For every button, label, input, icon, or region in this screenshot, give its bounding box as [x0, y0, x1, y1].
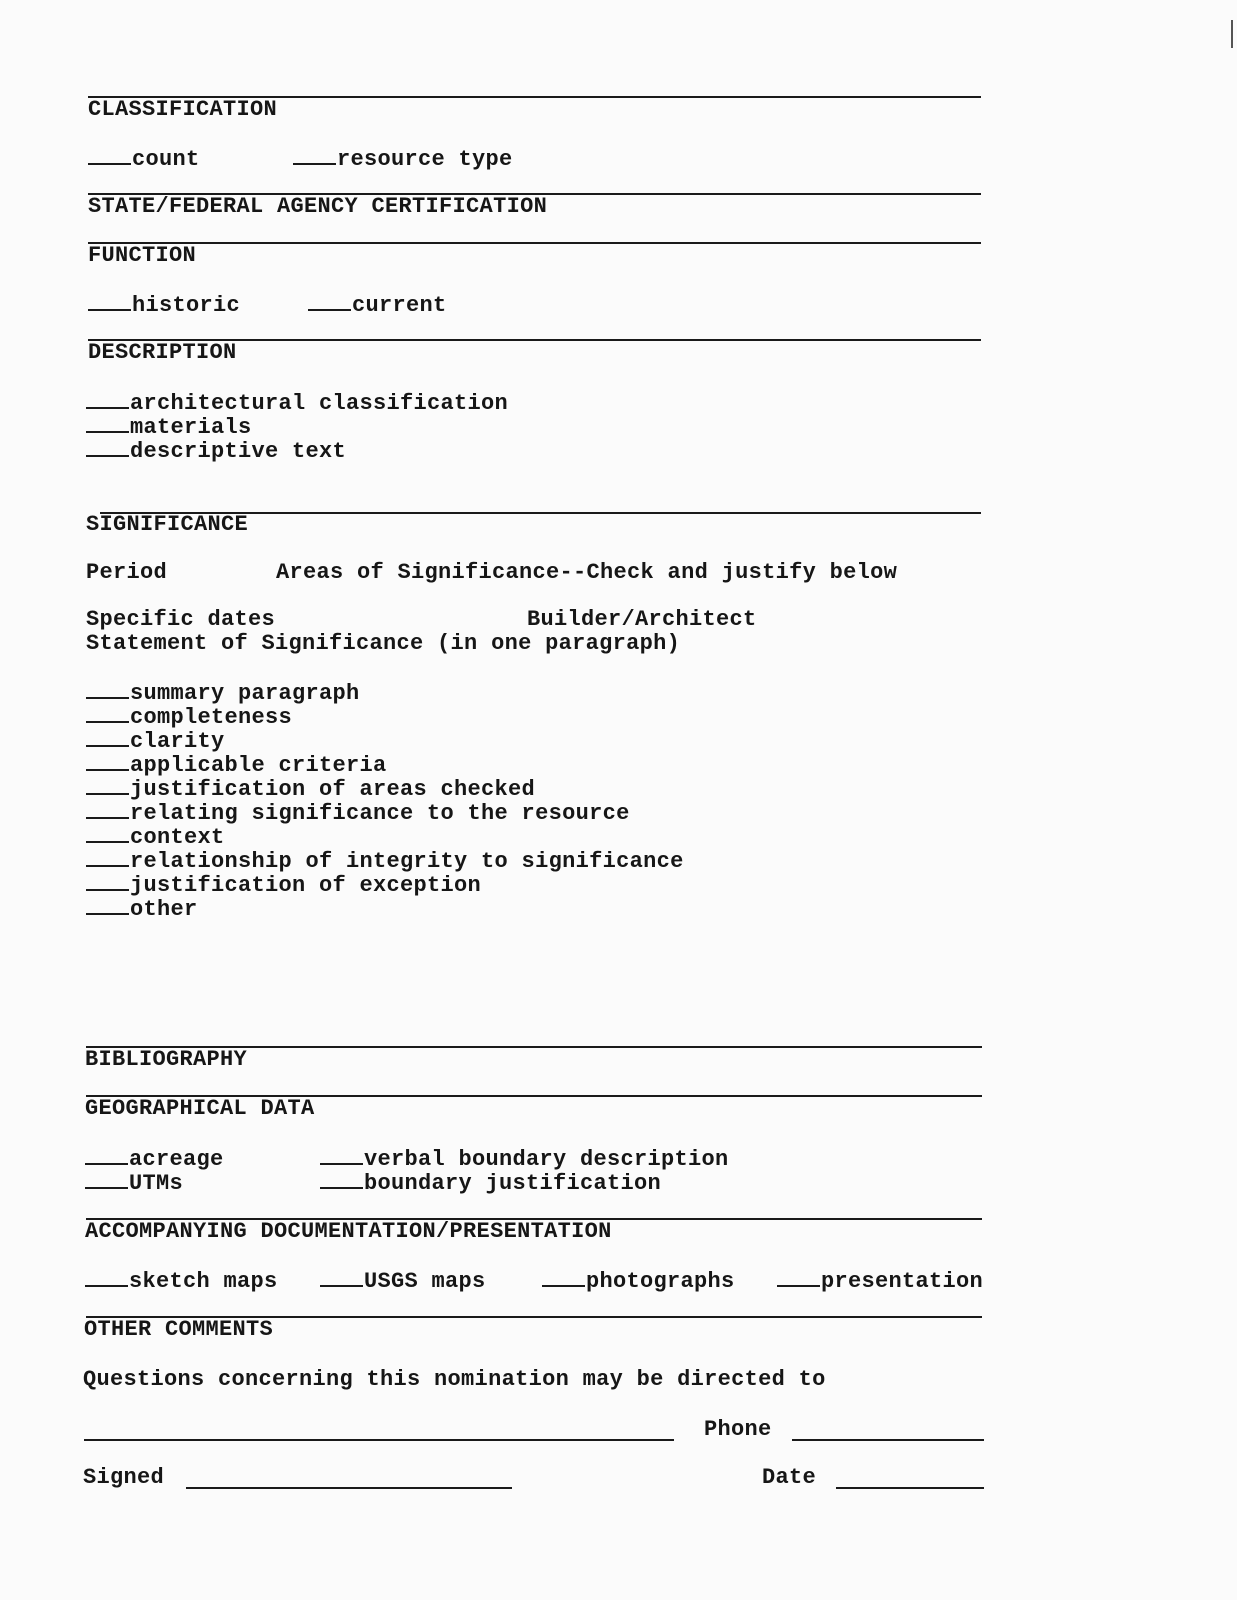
check-justification-of-exception[interactable]: [86, 872, 481, 898]
heading-description: DESCRIPTION: [88, 340, 237, 365]
label-presentation: presentation: [821, 1269, 984, 1294]
check-acreage[interactable]: [85, 1146, 224, 1172]
check-clarity[interactable]: [86, 728, 225, 754]
heading-geographical-data: GEOGRAPHICAL DATA: [85, 1096, 315, 1121]
heading-classification: CLASSIFICATION: [88, 97, 278, 122]
heading-other-comments: OTHER COMMENTS: [84, 1317, 274, 1342]
label-context: context: [130, 825, 225, 850]
label-relating-significance: relating significance to the resource: [130, 801, 630, 826]
check-boundary-justification[interactable]: [320, 1170, 661, 1196]
heading-function: FUNCTION: [88, 243, 197, 268]
label-other: other: [130, 897, 198, 922]
check-count[interactable]: [88, 146, 200, 172]
check-presentation[interactable]: [777, 1268, 983, 1294]
check-sketch-maps[interactable]: [85, 1268, 278, 1294]
check-justification-of-areas[interactable]: [86, 776, 535, 802]
label-summary-paragraph: summary paragraph: [130, 681, 360, 706]
label-specific-dates: Specific dates: [86, 607, 276, 632]
label-utms: UTMs: [129, 1171, 184, 1196]
check-context[interactable]: [86, 824, 225, 850]
label-date: Date: [762, 1465, 817, 1490]
label-usgs-maps: USGS maps: [364, 1269, 486, 1294]
date-line[interactable]: [836, 1487, 984, 1489]
label-resource-type: resource type: [337, 147, 513, 172]
label-clarity: clarity: [130, 729, 225, 754]
phone-line[interactable]: [792, 1439, 984, 1441]
check-materials[interactable]: [86, 414, 252, 440]
label-photographs: photographs: [586, 1269, 735, 1294]
check-resource-type[interactable]: [293, 146, 513, 172]
label-justification-of-exception: justification of exception: [130, 873, 482, 898]
check-usgs-maps[interactable]: [320, 1268, 486, 1294]
check-descriptive-text[interactable]: [86, 438, 346, 464]
check-summary-paragraph[interactable]: [86, 680, 360, 706]
questions-text: Questions concerning this nomination may be directed to: [83, 1367, 826, 1392]
label-boundary-justification: boundary justification: [364, 1171, 662, 1196]
label-materials: materials: [130, 415, 252, 440]
label-sketch-maps: sketch maps: [129, 1269, 278, 1294]
signature-line[interactable]: [186, 1487, 512, 1489]
check-applicable-criteria[interactable]: [86, 752, 387, 778]
label-signed: Signed: [83, 1465, 165, 1490]
label-justification-of-areas: justification of areas checked: [130, 777, 536, 802]
check-relationship-of-integrity[interactable]: [86, 848, 684, 874]
label-count: count: [132, 147, 200, 172]
check-other[interactable]: [86, 896, 198, 922]
contact-name-line[interactable]: [84, 1439, 674, 1441]
label-relationship-of-integrity: relationship of integrity to significance: [130, 849, 684, 874]
label-architectural-classification: architectural classification: [130, 391, 509, 416]
label-historic: historic: [132, 293, 241, 318]
label-acreage: acreage: [129, 1147, 224, 1172]
heading-bibliography: BIBLIOGRAPHY: [85, 1047, 248, 1072]
check-utms[interactable]: [85, 1170, 183, 1196]
label-completeness: completeness: [130, 705, 293, 730]
label-descriptive-text: descriptive text: [130, 439, 347, 464]
label-areas-of-significance: Areas of Significance--Check and justify below: [276, 560, 898, 585]
label-statement-of-significance: Statement of Significance (in one paragraph): [86, 631, 681, 656]
label-current: current: [352, 293, 447, 318]
check-verbal-boundary[interactable]: [320, 1146, 729, 1172]
label-verbal-boundary: verbal boundary description: [364, 1147, 729, 1172]
label-applicable-criteria: applicable criteria: [130, 753, 387, 778]
check-historic[interactable]: [88, 292, 240, 318]
check-photographs[interactable]: [542, 1268, 735, 1294]
check-current[interactable]: [308, 292, 447, 318]
heading-documentation: ACCOMPANYING DOCUMENTATION/PRESENTATION: [85, 1219, 612, 1244]
rule-function: [88, 242, 981, 244]
scan-edge-mark: [1231, 20, 1233, 48]
heading-significance: SIGNIFICANCE: [86, 512, 249, 537]
check-architectural-classification[interactable]: [86, 390, 508, 416]
check-relating-significance[interactable]: [86, 800, 630, 826]
check-completeness[interactable]: [86, 704, 292, 730]
label-phone: Phone: [704, 1417, 772, 1442]
heading-certification: STATE/FEDERAL AGENCY CERTIFICATION: [88, 194, 548, 219]
label-builder-architect: Builder/Architect: [527, 607, 757, 632]
label-period: Period: [86, 560, 168, 585]
